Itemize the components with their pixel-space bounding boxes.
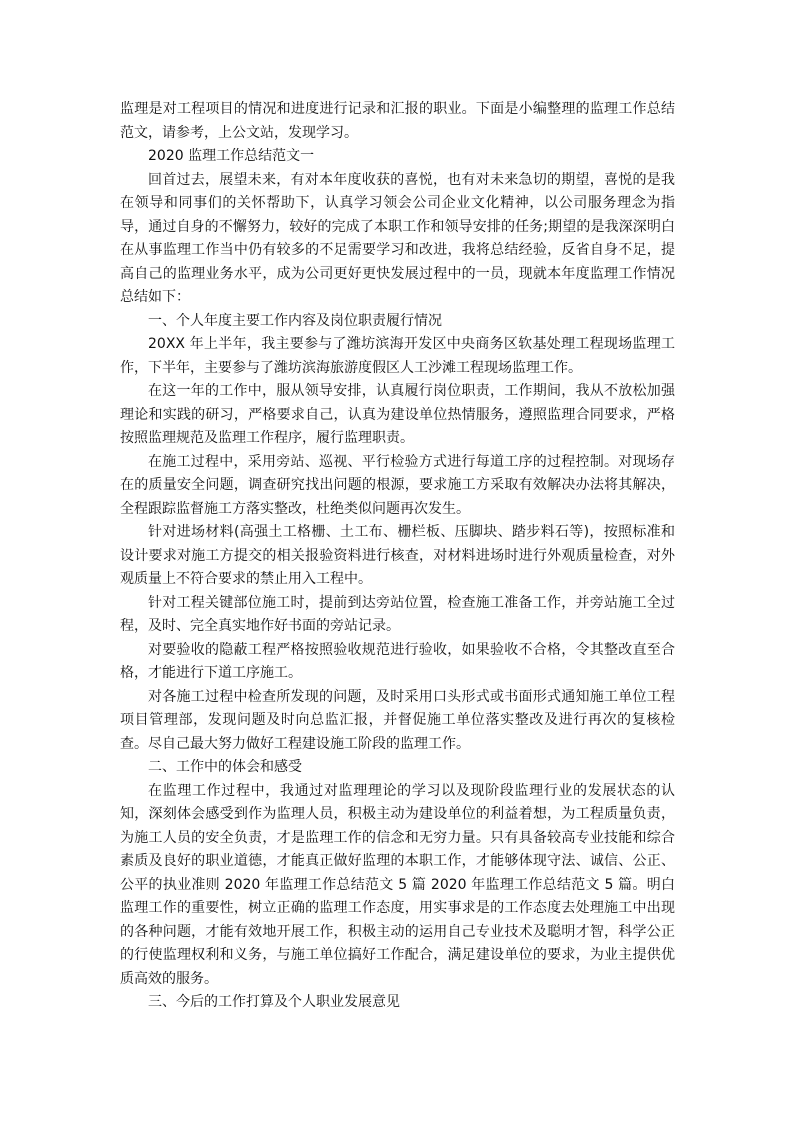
body-paragraph: 在施工过程中，采用旁站、巡视、平行检验方式进行每道工序的过程控制。对现场存在的质量安全问题，调查研究找出问题的根源，要求施工方采取有效解决办法将其解决，全程跟踪监督施工方落实整改，杜绝类似问题再次发生。	[120, 453, 675, 517]
document-page	[120, 98, 675, 1015]
section-heading-3: 三、今后的工作打算及个人职业发展意见	[148, 994, 400, 1010]
section-heading-1: 一、个人年度主要工作内容及岗位职责履行情况	[148, 312, 442, 329]
section-heading-2: 二、工作中的体会和感受	[148, 759, 302, 775]
body-paragraph: 在监理工作过程中，我通过对监理理论的学习以及现阶段监理行业的发展状态的认知，深刻体会感受到作为监理人员，积极主动为建设单位的利益着想，为工程质量负责，为施工人员的安全负责，才是监理工作的信念和无穷力量。只有具备较高专业技能和综合素质及良好的职业道德，才能真正做好监理的本职工作，才能够体现守法、诚信、公正、公平的执业准则 2020 年监理工作总结范文 5 篇 2020 年监理工作总结范文 5 篇。明白监理工作的重要性，树立正确的监理工作态度，用实事求是的工作态度去处理施工中出现的各种问题，才能有效地开展工作，积极主动的运用自己专业技术及聪明才智，科学公正的行使监理权利和义务，与施工单位搞好工作配合，满足建设单位的要求，为业主提供优质高效的服务。	[120, 782, 675, 987]
body-paragraph: 回首过去，展望未来，有对本年度收获的喜悦，也有对未来急切的期望，喜悦的是我在领导和同事们的关怀帮助下，认真学习领会公司企业文化精神，以公司服务理念为指导，通过自身的不懈努力，较好的完成了本职工作和领导安排的任务;期望的是我深深明白在从事监理工作当中仍有较多的不足需要学习和改进，我将总结经验，反省自身不足，提高自己的监理业务水平，成为公司更好更快发展过程中的一员，现就本年度监理工作情况总结如下：	[120, 171, 675, 305]
body-paragraph: 针对进场材料(高强土工格栅、土工布、栅栏板、压脚块、踏步料石等)，按照标准和设计要求对施工方提交的相关报验资料进行核查，对材料进场时进行外观质量检查，对外观质量上不符合要求的禁止用入工程中。	[120, 524, 675, 587]
section-title: 2020 监理工作总结范文一	[148, 148, 315, 164]
body-paragraph: 在这一年的工作中，服从领导安排，认真履行岗位职责，工作期间，我从不放松加强理论和实践的研习，严格要求自己，认真为建设单位热情服务，遵照监理合同要求，严格按照监理规范及监理工作程序，履行监理职责。	[120, 383, 675, 446]
body-paragraph: 针对工程关键部位施工时，提前到达旁站位置，检查施工准备工作，并旁站施工全过程，及时、完全真实地作好书面的旁站记录。	[120, 594, 675, 634]
body-paragraph: 对各施工过程中检查所发现的问题，及时采用口头形式或书面形式通知施工单位工程项目管理部，发现问题及时向总监汇报，并督促施工单位落实整改及进行再次的复核检查。尽自己最大努力做好工程建设施工阶段的监理工作。	[120, 688, 675, 752]
intro-paragraph: 监理是对工程项目的情况和进度进行记录和汇报的职业。下面是小编整理的监理工作总结范文，请参考，上公文站，发现学习。	[120, 101, 675, 141]
body-paragraph: 对要验收的隐蔽工程严格按照验收规范进行验收，如果验收不合格，令其整改直至合格，才能进行下道工序施工。	[120, 641, 675, 681]
body-paragraph: 20XX 年上半年，我主要参与了潍坊滨海开发区中央商务区软基处理工程现场监理工作，下半年，主要参与了潍坊滨海旅游度假区人工沙滩工程现场监理工作。	[120, 336, 675, 376]
